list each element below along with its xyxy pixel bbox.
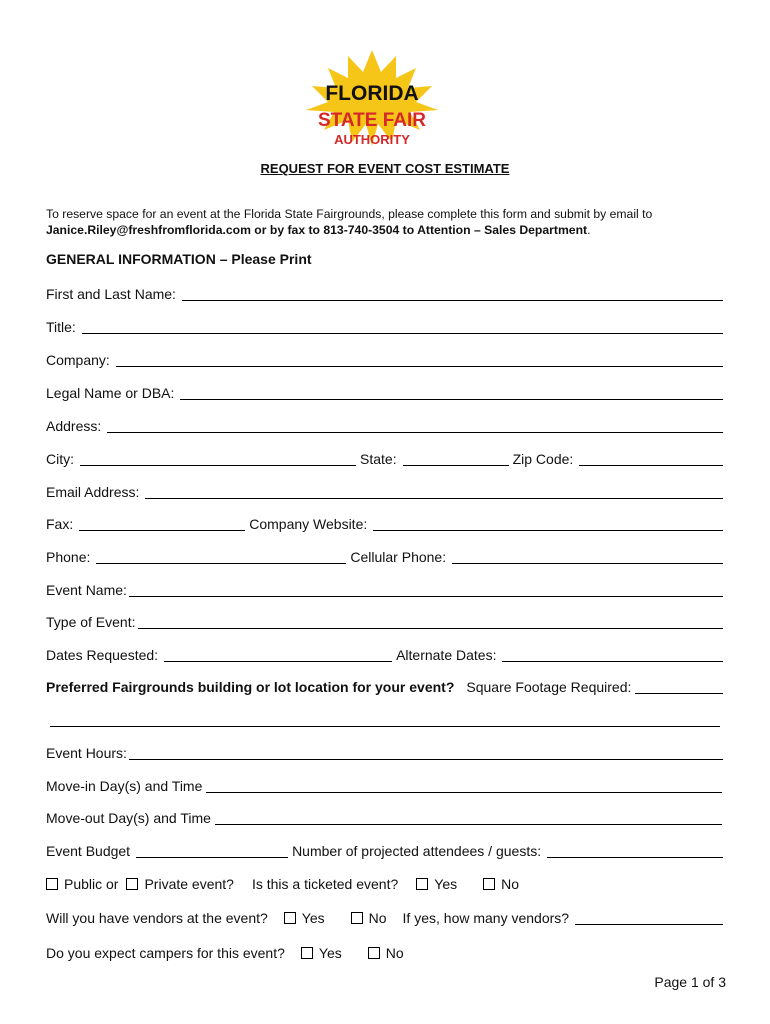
public-checkbox[interactable] [46, 878, 58, 890]
svg-text:AUTHORITY: AUTHORITY [334, 132, 410, 147]
campers-yes-label: Yes [318, 945, 342, 961]
cell-label: Cellular Phone: [350, 549, 447, 565]
budget-label: Event Budget [46, 843, 131, 859]
city-row [46, 449, 726, 467]
campers-no-checkbox[interactable] [368, 947, 380, 959]
campers-row [46, 943, 726, 961]
how-many-label: If yes, how many vendors? [402, 910, 570, 926]
phone-row [46, 547, 726, 565]
vendors-label: Will you have vendors at the event? [46, 910, 268, 926]
cell-field[interactable] [452, 549, 723, 564]
campers-yes-checkbox[interactable] [301, 947, 313, 959]
budget-row [46, 841, 726, 859]
zip-field[interactable] [579, 451, 723, 466]
fax-label: Fax: [46, 516, 74, 532]
fax-row [46, 514, 726, 532]
svg-text:STATE FAIR: STATE FAIR [317, 110, 427, 131]
event-type-checkbox-row [46, 874, 726, 892]
ticketed-no-checkbox[interactable] [483, 878, 495, 890]
vendors-row [46, 908, 726, 926]
website-field[interactable] [373, 516, 723, 531]
title-field[interactable] [82, 319, 723, 334]
vendors-yes-checkbox[interactable] [284, 912, 296, 924]
name-label: First and Last Name: [46, 286, 176, 302]
event-type-label: Type of Event: [46, 614, 136, 630]
section-heading: GENERAL INFORMATION – Please Print [46, 251, 312, 267]
name-field[interactable] [182, 286, 723, 301]
zip-label: Zip Code: [512, 451, 574, 467]
email-row [46, 482, 726, 500]
public-label: Public or [64, 876, 119, 892]
dates-field[interactable] [164, 647, 392, 662]
name-row [46, 284, 726, 302]
dates-row [46, 645, 726, 663]
company-label: Company: [46, 352, 110, 368]
address-label: Address: [46, 418, 102, 434]
how-many-field[interactable] [575, 910, 723, 925]
private-label: Private event? [144, 876, 234, 892]
email-field[interactable] [145, 484, 723, 499]
legal-label: Legal Name or DBA: [46, 385, 175, 401]
alt-dates-field[interactable] [502, 647, 723, 662]
company-field[interactable] [116, 352, 723, 367]
movein-label: Move-in Day(s) and Time [46, 778, 203, 794]
movein-row [46, 776, 726, 794]
fax-field[interactable] [79, 516, 245, 531]
campers-no-label: No [385, 945, 404, 961]
vendors-yes-label: Yes [301, 910, 325, 926]
city-field[interactable] [80, 451, 356, 466]
email-label: Email Address: [46, 484, 140, 500]
attendees-label: Number of projected attendees / guests: [292, 843, 542, 859]
ticketed-label: Is this a ticketed event? [251, 876, 399, 892]
event-name-label: Event Name: [46, 582, 127, 598]
svg-text:FLORIDA: FLORIDA [325, 82, 419, 105]
hours-label: Event Hours: [46, 745, 127, 761]
vendors-no-checkbox[interactable] [351, 912, 363, 924]
moveout-label: Move-out Day(s) and Time [46, 810, 211, 826]
location-label: Preferred Fairgrounds building or lot location for your event? [46, 679, 455, 695]
intro-text: To reserve space for an event at the Florida State Fairgrounds, please complete this form and submit by email to [46, 207, 653, 221]
vendors-no-label: No [368, 910, 387, 926]
location-line-row [46, 710, 726, 728]
ticketed-no-label: No [501, 876, 520, 892]
sqft-field[interactable] [635, 679, 723, 694]
company-row [46, 350, 726, 368]
city-label: City: [46, 451, 74, 467]
hours-row [46, 743, 726, 761]
moveout-field[interactable] [215, 810, 722, 825]
location-row [46, 677, 726, 695]
legal-row [46, 383, 726, 401]
address-field[interactable] [107, 418, 723, 433]
phone-label: Phone: [46, 549, 91, 565]
dates-label: Dates Requested: [46, 647, 159, 663]
alt-dates-label: Alternate Dates: [396, 647, 497, 663]
event-type-row [46, 612, 726, 630]
event-name-field[interactable] [129, 582, 723, 597]
intro-paragraph: To reserve space for an event at the Florida State Fairgrounds, please complete this form and submit by email to Janice.Riley@freshfromflorida.com or by fax to 813-740-3504 to Attention – Sales Department. [46, 207, 653, 237]
budget-field[interactable] [136, 843, 288, 858]
intro-contact: Janice.Riley@freshfromflorida.com or by fax to 813-740-3504 to Attention – Sales Department [46, 223, 588, 237]
title-label: Title: [46, 319, 76, 335]
florida-state-fair-logo [292, 50, 452, 150]
event-name-row [46, 580, 726, 598]
legal-field[interactable] [180, 385, 723, 400]
form-title: REQUEST FOR EVENT COST ESTIMATE [260, 161, 510, 176]
hours-field[interactable] [129, 745, 723, 760]
location-field[interactable] [50, 712, 720, 727]
state-field[interactable] [403, 451, 509, 466]
event-type-field[interactable] [138, 614, 724, 629]
ticketed-yes-label: Yes [434, 876, 458, 892]
private-checkbox[interactable] [126, 878, 138, 890]
phone-field[interactable] [96, 549, 346, 564]
campers-label: Do you expect campers for this event? [46, 945, 285, 961]
address-row [46, 416, 726, 434]
moveout-row [46, 808, 726, 826]
page-number: Page 1 of 3 [654, 974, 726, 990]
sqft-label: Square Footage Required: [466, 679, 632, 695]
attendees-field[interactable] [547, 843, 723, 858]
movein-field[interactable] [206, 778, 722, 793]
website-label: Company Website: [249, 516, 368, 532]
state-label: State: [360, 451, 397, 467]
ticketed-yes-checkbox[interactable] [416, 878, 428, 890]
title-row [46, 317, 726, 335]
